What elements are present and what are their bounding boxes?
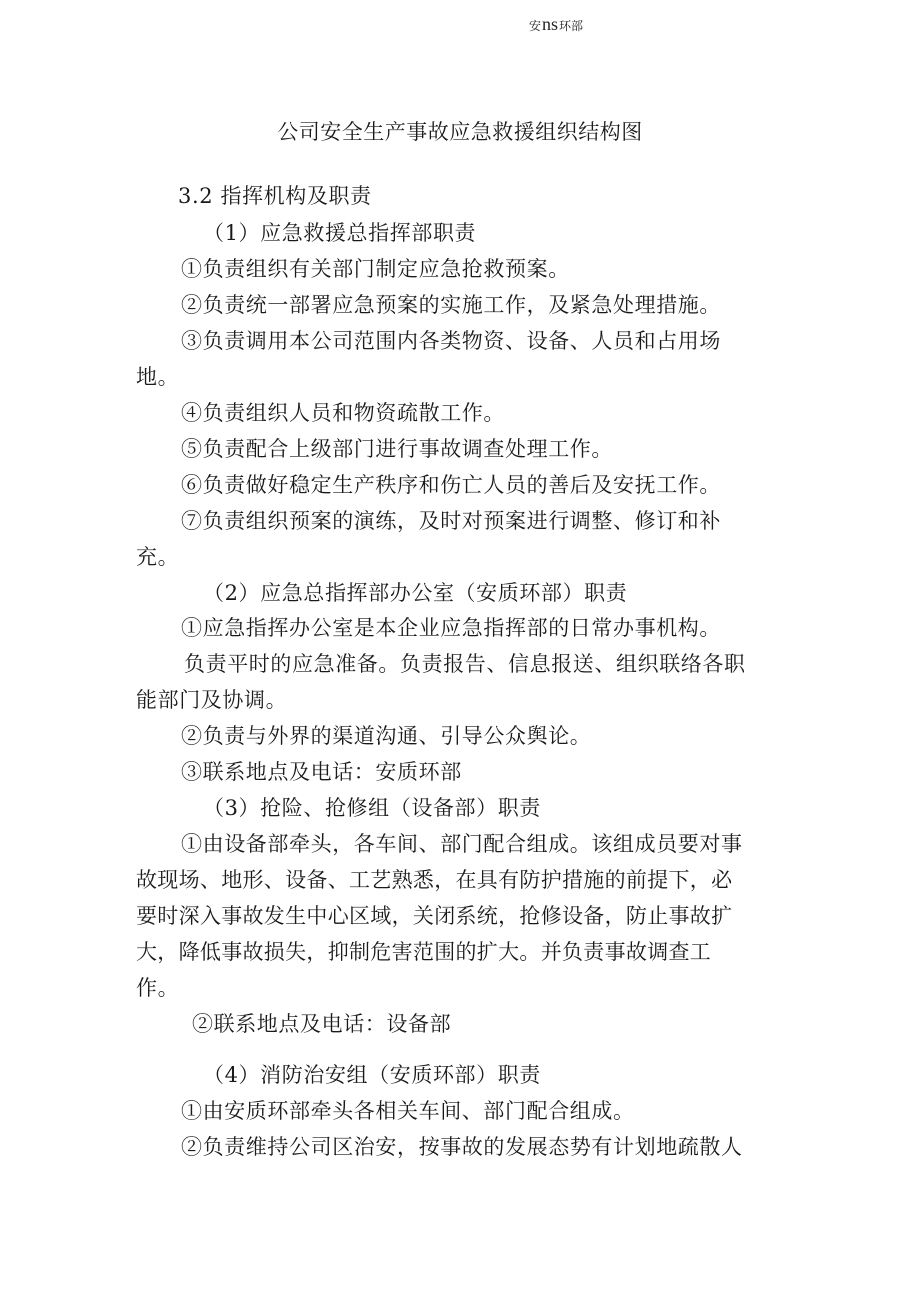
body-line: ①负责组织有关部门制定应急抢救预案。 xyxy=(181,257,570,281)
body-line: ①由安质环部牵头各相关车间、部门配合组成。 xyxy=(181,1099,635,1123)
header-pre: 安 xyxy=(529,19,542,33)
subsection-heading: （3）抢险、抢修组（设备部）职责 xyxy=(203,796,541,820)
body-line: 作。 xyxy=(136,976,180,1000)
body-line: 负责平时的应急准备。负责报告、信息报送、组织联络各职 xyxy=(184,652,746,676)
body-line: ②负责统一部署应急预案的实施工作，及紧急处理措施。 xyxy=(181,293,721,317)
subsection-heading: （4）消防治安组（安质环部）职责 xyxy=(203,1063,541,1087)
body-line: ⑤负责配合上级部门进行事故调查处理工作。 xyxy=(181,437,613,461)
body-line: ③负责调用本公司范围内各类物资、设备、人员和占用场 xyxy=(181,329,721,353)
document-title: 公司安全生产事故应急救援组织结构图 xyxy=(277,120,643,144)
body-line: ②负责维持公司区治安，按事故的发展态势有计划地疏散人 xyxy=(181,1135,743,1159)
body-line: 大，降低事故损失，抑制危害范围的扩大。并负责事故调查工 xyxy=(136,940,712,964)
section-heading: 3.2 指挥机构及职责 xyxy=(178,184,372,208)
body-line: 充。 xyxy=(136,545,180,569)
body-line: ①应急指挥办公室是本企业应急指挥部的日常办事机构。 xyxy=(181,616,721,640)
body-line: ②负责与外界的渠道沟通、引导公众舆论。 xyxy=(181,724,592,748)
body-line: 能部门及协调。 xyxy=(136,688,288,712)
body-line: ④负责组织人员和物资疏散工作。 xyxy=(181,401,505,425)
body-line: ②联系地点及电话：设备部 xyxy=(192,1012,452,1036)
body-line: ③联系地点及电话：安质环部 xyxy=(181,760,462,784)
body-line: ⑥负责做好稳定生产秩序和伤亡人员的善后及安抚工作。 xyxy=(181,473,721,497)
page-header xyxy=(529,14,583,35)
body-line: 要时深入事故发生中心区域，关闭系统，抢修设备，防止事故扩 xyxy=(136,904,733,928)
body-line: 地。 xyxy=(136,365,180,389)
body-line: ①由设备部牵头，各车间、部门配合组成。该组成员要对事 xyxy=(181,832,743,856)
subsection-heading: （1）应急救援总指挥部职责 xyxy=(203,221,477,245)
subsection-heading: （2）应急总指挥部办公室（安质环部）职责 xyxy=(203,581,628,605)
body-line: 故现场、地形、设备、工艺熟悉，在具有防护措施的前提下，必 xyxy=(136,868,733,892)
header-mid: ns xyxy=(542,14,559,34)
body-line: ⑦负责组织预案的演练，及时对预案进行调整、修订和补 xyxy=(181,509,721,533)
header-post: 环部 xyxy=(559,19,584,33)
